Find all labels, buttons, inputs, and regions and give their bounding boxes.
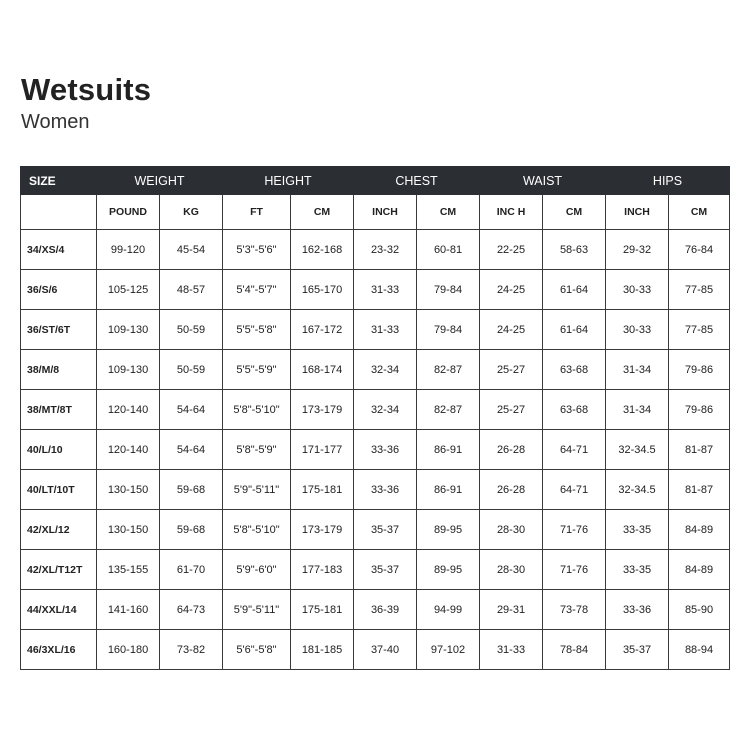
measurement-cell: 35-37 <box>354 550 417 590</box>
page-subtitle: Women <box>21 111 90 133</box>
unit-header-cell: KG <box>160 195 223 230</box>
measurement-cell: 81-87 <box>669 470 730 510</box>
measurement-cell: 82-87 <box>417 390 480 430</box>
measurement-cell: 79-84 <box>417 270 480 310</box>
measurement-cell: 5'9"-5'11" <box>223 470 291 510</box>
measurement-cell: 33-36 <box>606 590 669 630</box>
measurement-cell: 162-168 <box>291 230 354 270</box>
unit-header-cell: FT <box>223 195 291 230</box>
measurement-cell: 33-35 <box>606 510 669 550</box>
group-header-hips: HIPS <box>606 167 730 195</box>
table-row <box>21 350 730 390</box>
measurement-cell: 63-68 <box>543 390 606 430</box>
measurement-cell: 77-85 <box>669 310 730 350</box>
measurement-cell: 171-177 <box>291 430 354 470</box>
measurement-cell: 79-86 <box>669 350 730 390</box>
measurement-cell: 97-102 <box>417 630 480 670</box>
measurement-cell: 173-179 <box>291 510 354 550</box>
table-row <box>21 550 730 590</box>
unit-header-cell: CM <box>291 195 354 230</box>
measurement-cell: 26-28 <box>480 430 543 470</box>
measurement-cell: 30-33 <box>606 270 669 310</box>
measurement-cell: 167-172 <box>291 310 354 350</box>
measurement-cell: 135-155 <box>97 550 160 590</box>
table-row <box>21 510 730 550</box>
group-header-height: HEIGHT <box>223 167 354 195</box>
measurement-cell: 73-78 <box>543 590 606 630</box>
table-body <box>21 230 730 670</box>
measurement-cell: 5'9"-6'0" <box>223 550 291 590</box>
measurement-cell: 141-160 <box>97 590 160 630</box>
measurement-cell: 61-64 <box>543 270 606 310</box>
measurement-cell: 86-91 <box>417 430 480 470</box>
measurement-cell: 109-130 <box>97 310 160 350</box>
measurement-cell: 50-59 <box>160 310 223 350</box>
measurement-cell: 84-89 <box>669 550 730 590</box>
measurement-cell: 78-84 <box>543 630 606 670</box>
measurement-cell: 35-37 <box>606 630 669 670</box>
measurement-cell: 77-85 <box>669 270 730 310</box>
measurement-cell: 61-64 <box>543 310 606 350</box>
measurement-cell: 5'5"-5'9" <box>223 350 291 390</box>
measurement-cell: 109-130 <box>97 350 160 390</box>
measurement-cell: 33-36 <box>354 430 417 470</box>
measurement-cell: 160-180 <box>97 630 160 670</box>
table-row <box>21 430 730 470</box>
size-cell: 36/S/6 <box>21 270 97 310</box>
measurement-cell: 35-37 <box>354 510 417 550</box>
measurement-cell: 54-64 <box>160 430 223 470</box>
measurement-cell: 130-150 <box>97 470 160 510</box>
size-cell: 40/L/10 <box>21 430 97 470</box>
group-header-waist: WAIST <box>480 167 606 195</box>
table-row <box>21 590 730 630</box>
page-title: Wetsuits <box>21 72 152 107</box>
measurement-cell: 29-31 <box>480 590 543 630</box>
measurement-cell: 59-68 <box>160 510 223 550</box>
measurement-cell: 32-34 <box>354 350 417 390</box>
measurement-cell: 50-59 <box>160 350 223 390</box>
measurement-cell: 5'4"-5'7" <box>223 270 291 310</box>
unit-header-cell: CM <box>543 195 606 230</box>
measurement-cell: 26-28 <box>480 470 543 510</box>
measurement-cell: 81-87 <box>669 430 730 470</box>
measurement-cell: 32-34.5 <box>606 470 669 510</box>
measurement-cell: 64-71 <box>543 430 606 470</box>
group-header-weight: WEIGHT <box>97 167 223 195</box>
measurement-cell: 64-71 <box>543 470 606 510</box>
measurement-cell: 5'6"-5'8" <box>223 630 291 670</box>
table-row <box>21 630 730 670</box>
measurement-cell: 86-91 <box>417 470 480 510</box>
size-cell: 44/XXL/14 <box>21 590 97 630</box>
table-row <box>21 230 730 270</box>
measurement-cell: 31-33 <box>480 630 543 670</box>
measurement-cell: 61-70 <box>160 550 223 590</box>
group-header-size: SIZE <box>21 167 97 195</box>
measurement-cell: 59-68 <box>160 470 223 510</box>
measurement-cell: 168-174 <box>291 350 354 390</box>
size-cell: 34/XS/4 <box>21 230 97 270</box>
group-header-chest: CHEST <box>354 167 480 195</box>
measurement-cell: 73-82 <box>160 630 223 670</box>
measurement-cell: 173-179 <box>291 390 354 430</box>
measurement-cell: 22-25 <box>480 230 543 270</box>
measurement-cell: 58-63 <box>543 230 606 270</box>
size-cell: 42/XL/T12T <box>21 550 97 590</box>
measurement-cell: 31-33 <box>354 270 417 310</box>
measurement-cell: 165-170 <box>291 270 354 310</box>
measurement-cell: 28-30 <box>480 550 543 590</box>
unit-header-cell: CM <box>417 195 480 230</box>
measurement-cell: 32-34 <box>354 390 417 430</box>
measurement-cell: 25-27 <box>480 350 543 390</box>
size-chart-table <box>20 166 730 670</box>
measurement-cell: 76-84 <box>669 230 730 270</box>
measurement-cell: 5'5"-5'8" <box>223 310 291 350</box>
measurement-cell: 71-76 <box>543 550 606 590</box>
measurement-cell: 5'8"-5'10" <box>223 390 291 430</box>
measurement-cell: 89-95 <box>417 510 480 550</box>
group-header-row <box>21 167 730 195</box>
table-row <box>21 310 730 350</box>
measurement-cell: 60-81 <box>417 230 480 270</box>
size-cell: 38/M/8 <box>21 350 97 390</box>
measurement-cell: 48-57 <box>160 270 223 310</box>
measurement-cell: 31-34 <box>606 350 669 390</box>
measurement-cell: 30-33 <box>606 310 669 350</box>
measurement-cell: 120-140 <box>97 430 160 470</box>
measurement-cell: 29-32 <box>606 230 669 270</box>
size-cell: 46/3XL/16 <box>21 630 97 670</box>
table-row <box>21 470 730 510</box>
measurement-cell: 64-73 <box>160 590 223 630</box>
measurement-cell: 79-86 <box>669 390 730 430</box>
measurement-cell: 45-54 <box>160 230 223 270</box>
measurement-cell: 175-181 <box>291 470 354 510</box>
measurement-cell: 28-30 <box>480 510 543 550</box>
size-cell: 40/LT/10T <box>21 470 97 510</box>
unit-header-cell: POUND <box>97 195 160 230</box>
measurement-cell: 5'8"-5'10" <box>223 510 291 550</box>
measurement-cell: 23-32 <box>354 230 417 270</box>
unit-header-cell: INC H <box>480 195 543 230</box>
measurement-cell: 5'8"-5'9" <box>223 430 291 470</box>
measurement-cell: 24-25 <box>480 310 543 350</box>
measurement-cell: 54-64 <box>160 390 223 430</box>
measurement-cell: 31-34 <box>606 390 669 430</box>
measurement-cell: 63-68 <box>543 350 606 390</box>
size-cell: 36/ST/6T <box>21 310 97 350</box>
measurement-cell: 5'3"-5'6" <box>223 230 291 270</box>
unit-header-cell: INCH <box>354 195 417 230</box>
measurement-cell: 36-39 <box>354 590 417 630</box>
measurement-cell: 120-140 <box>97 390 160 430</box>
measurement-cell: 31-33 <box>354 310 417 350</box>
measurement-cell: 84-89 <box>669 510 730 550</box>
measurement-cell: 181-185 <box>291 630 354 670</box>
unit-header-row <box>21 195 730 230</box>
measurement-cell: 24-25 <box>480 270 543 310</box>
size-cell: 42/XL/12 <box>21 510 97 550</box>
measurement-cell: 5'9"-5'11" <box>223 590 291 630</box>
measurement-cell: 130-150 <box>97 510 160 550</box>
measurement-cell: 105-125 <box>97 270 160 310</box>
measurement-cell: 33-35 <box>606 550 669 590</box>
unit-header-cell: CM <box>669 195 730 230</box>
measurement-cell: 177-183 <box>291 550 354 590</box>
measurement-cell: 175-181 <box>291 590 354 630</box>
measurement-cell: 94-99 <box>417 590 480 630</box>
measurement-cell: 82-87 <box>417 350 480 390</box>
measurement-cell: 79-84 <box>417 310 480 350</box>
unit-header-cell <box>21 195 97 230</box>
measurement-cell: 33-36 <box>354 470 417 510</box>
measurement-cell: 37-40 <box>354 630 417 670</box>
measurement-cell: 85-90 <box>669 590 730 630</box>
table-row <box>21 390 730 430</box>
measurement-cell: 32-34.5 <box>606 430 669 470</box>
measurement-cell: 25-27 <box>480 390 543 430</box>
measurement-cell: 99-120 <box>97 230 160 270</box>
measurement-cell: 88-94 <box>669 630 730 670</box>
unit-header-cell: INCH <box>606 195 669 230</box>
measurement-cell: 89-95 <box>417 550 480 590</box>
measurement-cell: 71-76 <box>543 510 606 550</box>
table-row <box>21 270 730 310</box>
size-cell: 38/MT/8T <box>21 390 97 430</box>
